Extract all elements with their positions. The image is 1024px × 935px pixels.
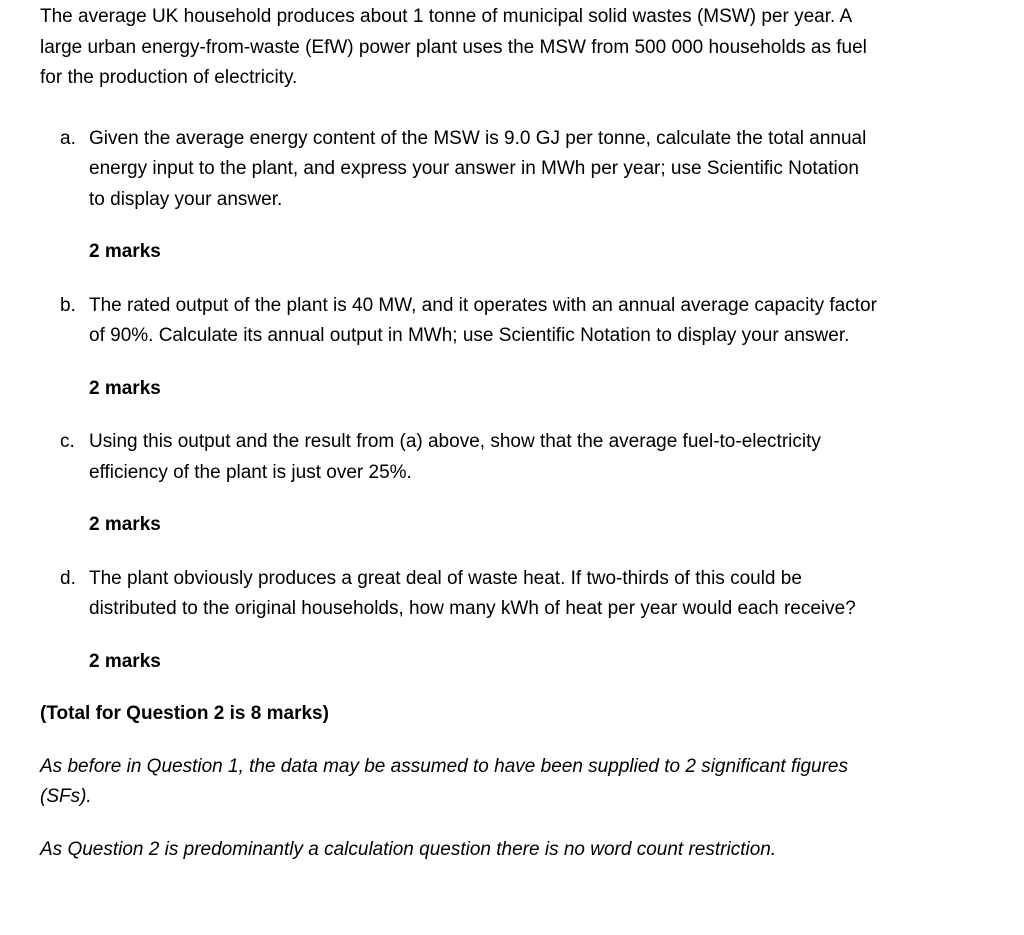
question-marks: 2 marks bbox=[89, 514, 161, 535]
question-item-d bbox=[40, 564, 889, 678]
question-text: Given the average energy content of the MSW is 9.0 GJ per tonne, calculate the total annual energy input to the plant, and express your answer in MWh per year; use Scientific Notation to display your answer. bbox=[89, 127, 867, 210]
question-list bbox=[40, 124, 1024, 678]
question-item-c bbox=[40, 427, 889, 541]
question-marks: 2 marks bbox=[89, 377, 161, 399]
question-text: Using this output and the result from (a) above, show that the average fuel-to-electricity efficiency of the plant is just over 25%. bbox=[89, 431, 821, 483]
question-marks: 2 marks bbox=[89, 650, 161, 672]
question-letter: b. bbox=[60, 294, 76, 316]
total-marks: (Total for Question 2 is 8 marks) bbox=[40, 703, 329, 724]
intro-paragraph: The average UK household produces about 1 tonne of municipal solid wastes (MSW) per year. A large urban energy-from-waste (EfW) power plant uses the MSW from 500 000 households as fuel for the production of electricity. bbox=[40, 6, 867, 88]
question-text: The plant obviously produces a great deal of waste heat. If two-thirds of this could be distributed to the original households, how many kWh of heat per year would each receive? bbox=[89, 567, 856, 619]
question-marks: 2 marks bbox=[89, 241, 161, 262]
question-item-b bbox=[40, 291, 889, 405]
question-item-a bbox=[40, 124, 889, 268]
question-letter: a. bbox=[60, 127, 76, 149]
note-word-count: As Question 2 is predominantly a calculation question there is no word count restriction. bbox=[40, 838, 777, 860]
question-letter: d. bbox=[60, 567, 76, 589]
question-text: The rated output of the plant is 40 MW, and it operates with an annual average capacity factor of 90%. Calculate its annual output in MWh; use Scientific Notation to display your answer. bbox=[89, 294, 877, 346]
note-significant-figures: As before in Question 1, the data may be assumed to have been supplied to 2 significant figures (SFs). bbox=[40, 755, 849, 807]
question-letter: c. bbox=[60, 431, 75, 452]
